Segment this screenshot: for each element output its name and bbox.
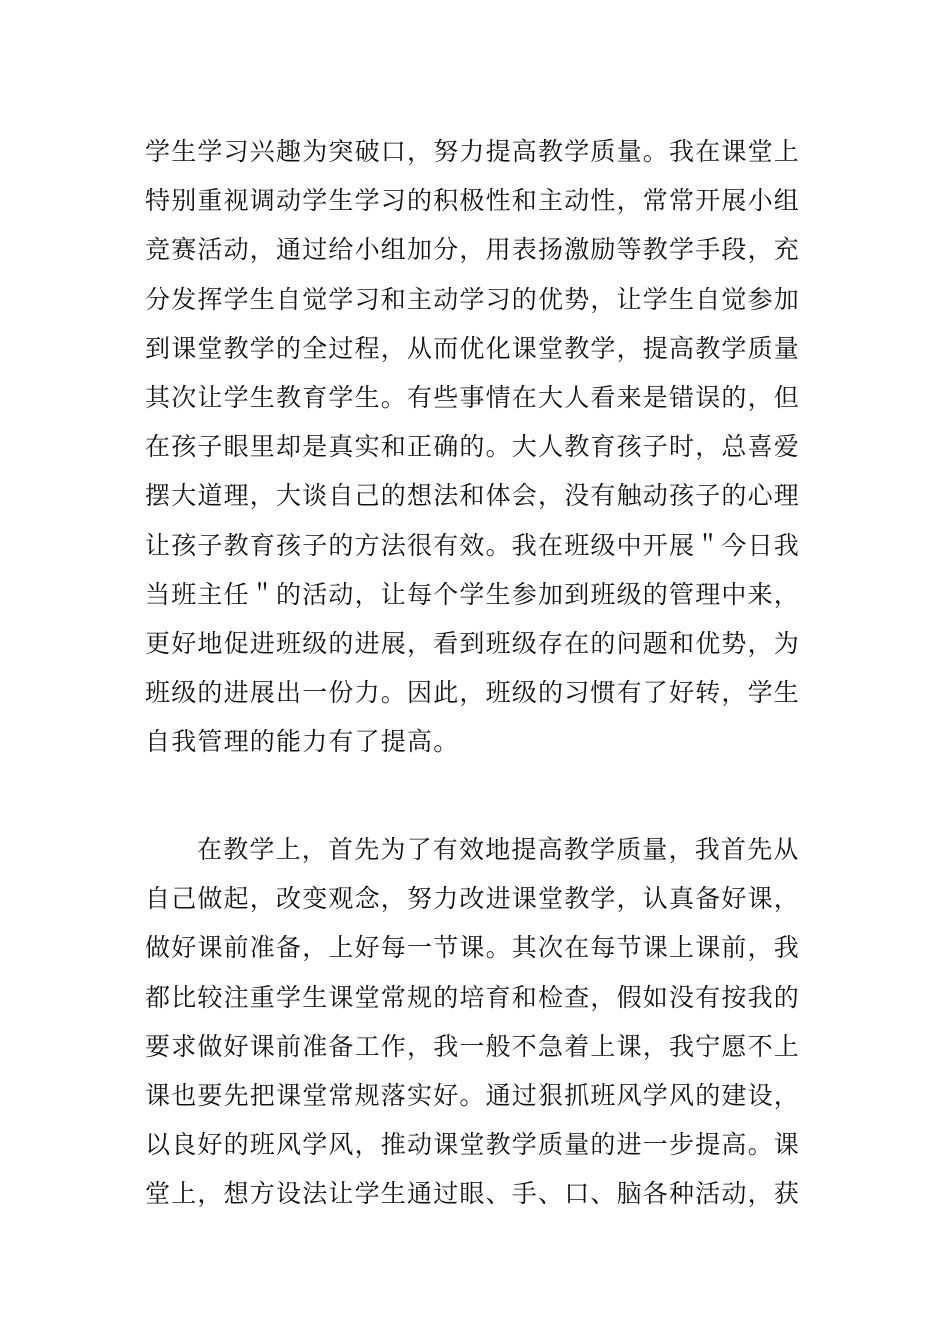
paragraph-line: 学生学习兴趣为突破口，努力提高教学质量。我在课堂上 (145, 137, 801, 166)
paragraph-line: 其次让学生教育学生。有些事情在大人看来是错误的，但 (145, 382, 801, 412)
paragraph-line: 让孩子教育孩子的方法很有效。我在班级中开展＂今日我 (145, 530, 801, 560)
paragraph-line: 课也要先把课堂常规落实好。通过狠抓班风学风的建设， (145, 1080, 801, 1110)
paragraph-line: 分发挥学生自觉学习和主动学习的优势，让学生自觉参加 (145, 284, 801, 314)
paragraph-line: 竞赛活动，通过给小组加分，用表扬激励等教学手段，充 (145, 235, 801, 265)
paragraph-line: 自己做起，改变观念，努力改进课堂教学，认真备好课， (145, 884, 801, 914)
paragraph-line: 自我管理的能力有了提高。 (145, 727, 460, 757)
paragraph-line: 到课堂教学的全过程，从而优化课堂教学，提高教学质量 (145, 333, 801, 363)
paragraph-line: 做好课前准备，上好每一节课。其次在每节课上课前，我 (145, 933, 801, 963)
paragraph-line: 班级的进展出一份力。因此，班级的习惯有了好转，学生 (145, 678, 801, 708)
paragraph-line: 在孩子眼里却是真实和正确的。大人教育孩子时，总喜爱 (145, 432, 801, 462)
paragraph-line: 摆大道理，大谈自己的想法和体会，没有触动孩子的心理 (145, 481, 801, 511)
paragraph-line: 以良好的班风学风，推动课堂教学质量的进一步提高。课 (145, 1130, 801, 1160)
paragraph-line: 在教学上，首先为了有效地提高教学质量，我首先从 (197, 835, 800, 864)
paragraph-line: 都比较注重学生课堂常规的培育和检查，假如没有按我的 (145, 982, 801, 1012)
paragraph-line: 堂上，想方设法让学生通过眼、手、口、脑各种活动，获 (145, 1179, 801, 1209)
paragraph-line: 要求做好课前准备工作，我一般不急着上课，我宁愿不上 (145, 1031, 801, 1061)
paragraph-line: 当班主任＂的活动，让每个学生参加到班级的管理中来， (145, 579, 801, 609)
paragraph-1 (145, 127, 810, 766)
paragraph-line: 更好地促进班级的进展，看到班级存在的问题和优势，为 (145, 628, 801, 658)
paragraph-2 (145, 825, 810, 1219)
paragraph-line: 特别重视调动学生学习的积极性和主动性，常常开展小组 (145, 186, 801, 216)
